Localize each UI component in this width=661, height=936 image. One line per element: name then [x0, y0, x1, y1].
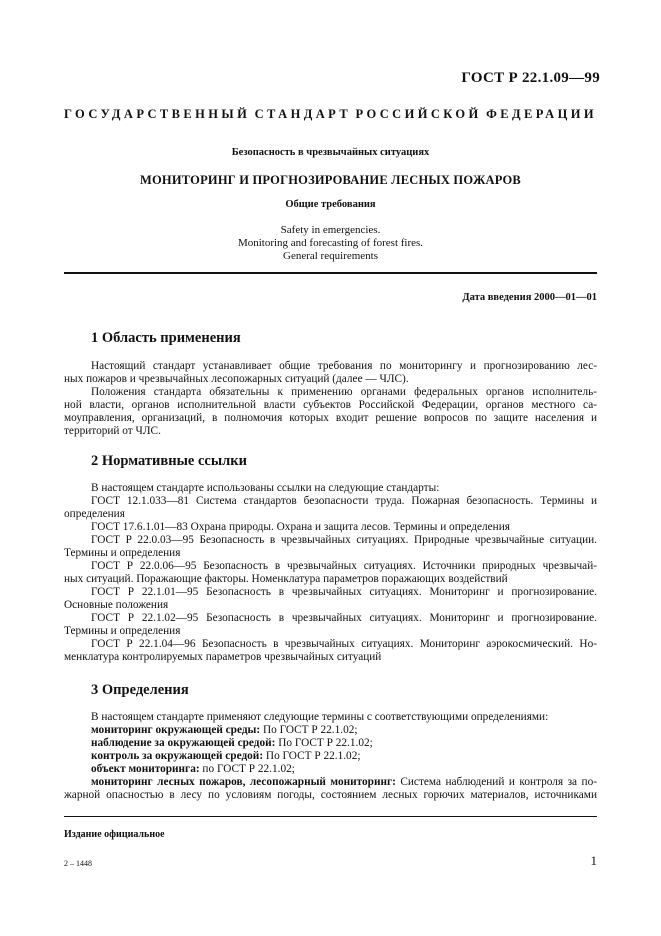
banner-word: ГОСУДАРСТВЕННЫЙ [64, 107, 251, 121]
text-line: ной власти, органов исполнительной власти субъектов Российской Федерации, органов местного са- [64, 399, 597, 411]
reference-line: ГОСТ 17.6.1.01—83 Охрана природы. Охрана и защита лесов. Термины и определения [91, 521, 510, 533]
english-title-line: Safety in emergencies. [280, 224, 381, 236]
footer-divider [64, 816, 597, 817]
print-order-number: 2 – 1448 [64, 859, 92, 868]
reference-line: ГОСТ 12.1.033—81 Система стандартов безопасности труда. Пожарная безопасность. Термины и [91, 495, 597, 507]
definition-line [64, 750, 597, 763]
english-title-line: General requirements [283, 250, 378, 262]
term: объект мониторинга: [91, 763, 200, 775]
term: мониторинг лесных пожаров, лесопожарный мониторинг: [91, 776, 396, 788]
text-line: Положения стандарта обязательны к применению органами федеральных органов исполнитель- [91, 386, 597, 398]
section-definitions-body [64, 711, 597, 802]
text-line: жарной опасностью в лесу по условиям погоды, состоянием лесных горючих материалов, источниками [64, 789, 597, 801]
section-heading-references: 2 Нормативные ссылки [91, 453, 247, 469]
banner-word: ФЕДЕРАЦИИ [486, 107, 597, 121]
title-divider [64, 272, 597, 274]
section-references-body [64, 482, 597, 664]
reference-line: ГОСТ Р 22.0.03—95 Безопасность в чрезвычайных ситуациях. Природные чрезвычайные ситуации. [91, 534, 597, 546]
text-line: В настоящем стандарте использованы ссылки на следующие стандарты: [91, 482, 440, 494]
text-line: Термины и определения [64, 547, 181, 559]
banner-word: РОССИЙСКОЙ [355, 107, 482, 121]
definition-line [64, 763, 597, 776]
document-subtitle: Общие требования [285, 199, 376, 210]
text-line: ных ситуаций. Поражающие факторы. Номенклатура параметров поражающих воздействий [64, 573, 508, 585]
text-line: Термины и определения [64, 625, 181, 637]
section-heading-definitions: 3 Определения [91, 682, 189, 698]
english-title [64, 224, 597, 263]
definition-line [64, 737, 597, 750]
term-definition: По ГОСТ Р 22.1.02; [263, 750, 361, 762]
reference-line: ГОСТ Р 22.1.04—96 Безопасность в чрезвычайных ситуациях. Мониторинг аэрокосмический. Но- [91, 638, 597, 650]
page-number: 1 [590, 853, 597, 868]
banner-word: СТАНДАРТ [254, 107, 352, 121]
gost-code: ГОСТ Р 22.1.09—99 [461, 70, 600, 86]
term-definition: Система наблюдений и контроля за по- [395, 776, 597, 788]
term: наблюдение за окружающей средой: [91, 737, 276, 749]
term-definition: по ГОСТ Р 22.1.02; [199, 763, 295, 775]
definition-line [64, 724, 597, 737]
text-line: В настоящем стандарте применяют следующие термины с соответствующими определениями: [91, 711, 549, 723]
reference-line: ГОСТ Р 22.0.06—95 Безопасность в чрезвычайных ситуациях. Источники природных чрезвычай- [91, 560, 597, 572]
edition-note: Издание официальное [64, 829, 165, 840]
reference-line: ГОСТ Р 22.1.02—95 Безопасность в чрезвычайных ситуациях. Мониторинг и прогнозирование. [91, 612, 597, 624]
text-line: территорий от ЧЛС. [64, 425, 161, 437]
section-scope-body [64, 360, 597, 438]
state-standard-banner [64, 107, 597, 122]
text-line: менклатура контролируемых параметров чрезвычайных ситуаций [64, 651, 382, 663]
reference-line: ГОСТ Р 22.1.01—95 Безопасность в чрезвычайных ситуациях. Мониторинг и прогнозирование. [91, 586, 597, 598]
text-line: Настоящий стандарт устанавливает общие требования по мониторингу и прогнозированию лес- [91, 360, 597, 372]
english-title-line: Monitoring and forecasting of forest fires. [237, 237, 424, 249]
term-definition: По ГОСТ Р 22.1.02; [275, 737, 373, 749]
text-line: определения [64, 508, 125, 520]
document-title: МОНИТОРИНГ И ПРОГНОЗИРОВАНИЕ ЛЕСНЫХ ПОЖАРОВ [140, 173, 521, 187]
standard-series: Безопасность в чрезвычайных ситуациях [231, 147, 430, 158]
section-heading-scope: 1 Область применения [91, 330, 241, 346]
definition-line [64, 776, 597, 789]
term-definition: По ГОСТ Р 22.1.02; [260, 724, 358, 736]
text-line: ных пожаров и чрезвычайных лесопожарных ситуаций (далее — ЧЛС). [64, 373, 409, 385]
term: контроль за окружающей средой: [91, 750, 264, 762]
introduction-date: Дата введения 2000—01—01 [462, 292, 597, 303]
term: мониторинг окружающей среды: [91, 724, 261, 736]
text-line: моуправления, организаций, в полномочия которых входит решение вопросов по защите населения и [64, 412, 597, 424]
text-line: Основные положения [64, 599, 169, 611]
